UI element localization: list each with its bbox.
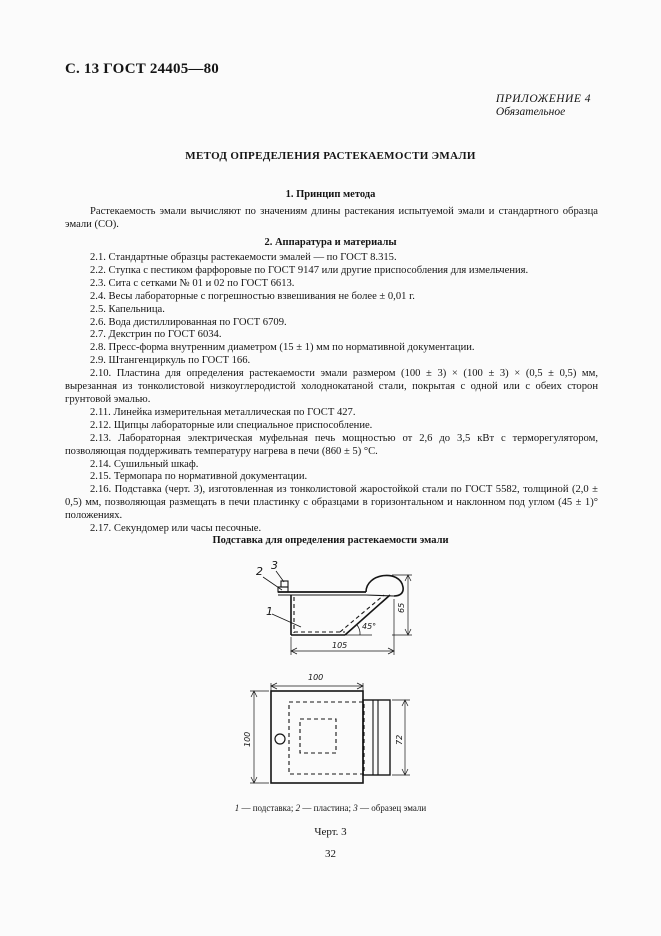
appendix-subtitle: Обязательное bbox=[495, 106, 566, 118]
callout-3: 3 bbox=[271, 559, 278, 572]
list-item: 2.10. Пластина для определения растекаемости эмали размером (100 ± 3) × (100 ± 3) × (0,5 ± 0,5) мм, вырезанная из тонколистовой низкоуглеродистой холоднокатаной стали, покрытая с одной или с обеих сторон грунтовой эмалью. bbox=[65, 368, 598, 405]
list-item: 2.8. Пресс-форма внутренним диаметром (15 ± 1) мм по нормативной документации. bbox=[90, 342, 475, 354]
stand-drawing bbox=[0, 555, 661, 800]
list-item: 2.2. Ступка с пестиком фарфоровые по ГОСТ 9147 или другие приспособления для измельчения. bbox=[90, 264, 529, 276]
appendix-title: ПРИЛОЖЕНИЕ 4 bbox=[495, 93, 591, 105]
list-item: 2.3. Сита с сетками № 01 и 02 по ГОСТ 6613. bbox=[90, 277, 295, 289]
section-1-paragraph: Растекаемость эмали вычисляют по значениям длины растекания испытуемой эмали и стандартного образца эмали (СО). bbox=[65, 206, 598, 230]
callout-2: 2 bbox=[256, 565, 263, 578]
section-2-heading: 2. Аппаратура и материалы bbox=[264, 237, 397, 248]
top-view bbox=[243, 673, 410, 783]
figure-legend bbox=[0, 803, 661, 813]
legend-num-3: 3 bbox=[353, 803, 358, 813]
section-1-body bbox=[65, 206, 598, 232]
legend-text-3: — образец эмали bbox=[360, 803, 427, 813]
legend-text-2: — пластина; bbox=[302, 803, 351, 813]
section-1-heading: 1. Принцип метода bbox=[285, 189, 376, 200]
section-2-list bbox=[65, 252, 598, 536]
list-item: 2.7. Декстрин по ГОСТ 6034. bbox=[90, 329, 222, 341]
callout-1: 1 bbox=[266, 605, 273, 618]
document-title: МЕТОД ОПРЕДЕЛЕНИЯ РАСТЕКАЕМОСТИ ЭМАЛИ bbox=[185, 150, 476, 162]
list-item: 2.9. Штангенциркуль по ГОСТ 166. bbox=[90, 355, 251, 367]
list-item: 2.1. Стандартные образцы растекаемости эмалей — по ГОСТ 8.315. bbox=[90, 252, 397, 263]
legend-num-1: 1 bbox=[234, 803, 240, 813]
page-number: 32 bbox=[325, 848, 336, 860]
inner-dim-label: 72 bbox=[395, 734, 404, 745]
list-item: 2.12. Щипцы лабораторные или специальное приспособление. bbox=[90, 419, 373, 431]
list-item: 2.15. Термопара по нормативной документации. bbox=[90, 471, 308, 483]
legend-num-2: 2 bbox=[295, 803, 301, 813]
list-item: 2.14. Сушильный шкаф. bbox=[90, 458, 199, 470]
side-dim-label: 100 bbox=[243, 731, 252, 747]
list-item: 2.13. Лабораторная электрическая муфельная печь мощностью от 2,6 до 3,5 кВт с терморегулятором, позволяющая поддерживать температуру нагрева в печи (860 ± 5) °С. bbox=[65, 432, 598, 457]
page-header: С. 13 ГОСТ 24405—80 bbox=[65, 61, 219, 77]
side-view bbox=[256, 559, 412, 655]
list-item: 2.5. Капельница. bbox=[90, 303, 165, 315]
top-width-dim-label: 100 bbox=[308, 673, 324, 682]
angle-label: 45° bbox=[362, 622, 377, 631]
height-dim-label: 65 bbox=[397, 602, 406, 613]
legend-text-1: — подставка; bbox=[241, 803, 294, 813]
list-item: 2.16. Подставка (черт. 3), изготовленная из тонколистовой жаростойкой стали по ГОСТ 5582, толщиной (2,0 ± 0,5) мм, позволяющая размещать в печи пластинку с образцами в горизонтальном и наклонном под углом (45 ± 1)° положениях. bbox=[65, 484, 598, 522]
list-item: 2.4. Весы лабораторные с погрешностью взвешивания не более ± 0,01 г. bbox=[90, 290, 415, 302]
figure-caption: Черт. 3 bbox=[314, 826, 347, 838]
list-item: 2.17. Секундомер или часы песочные. bbox=[90, 523, 262, 535]
appendix-block bbox=[496, 93, 591, 119]
figure-title: Подставка для определения растекаемости эмали bbox=[212, 535, 449, 546]
sample-part bbox=[281, 581, 288, 587]
length-dim-label: 105 bbox=[332, 641, 348, 650]
list-item: 2.6. Вода дистиллированная по ГОСТ 6709. bbox=[90, 316, 287, 328]
list-item: 2.11. Линейка измерительная металлическая по ГОСТ 427. bbox=[90, 406, 356, 418]
